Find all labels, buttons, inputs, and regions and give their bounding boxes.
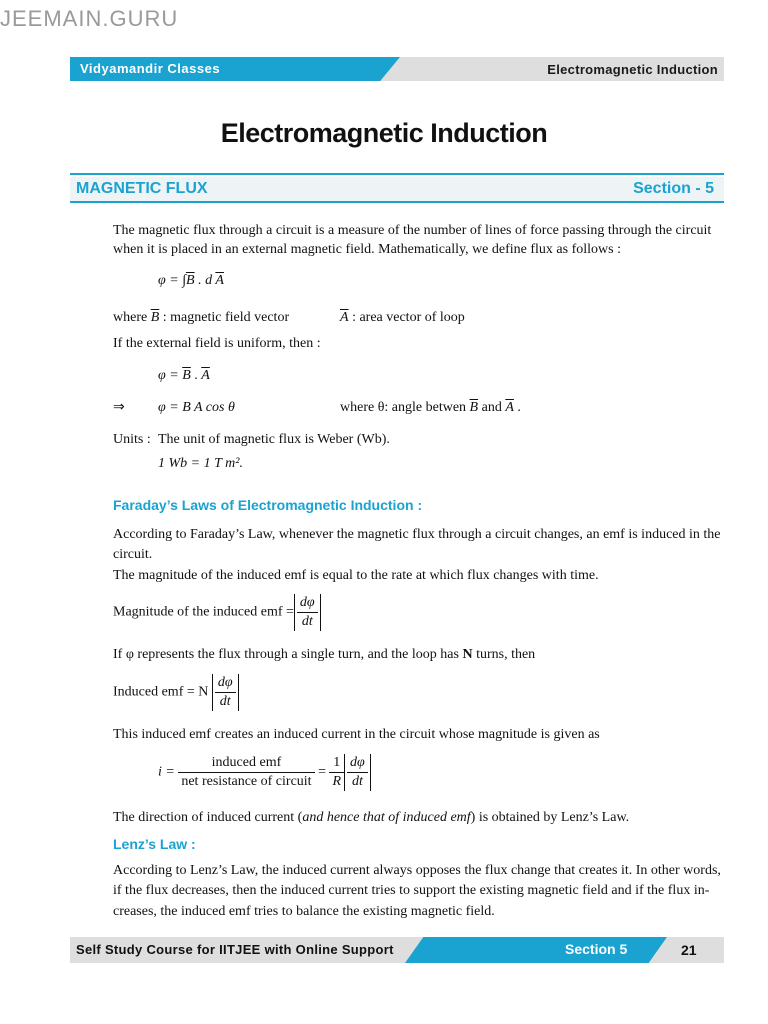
eq3-where: where θ: angle betwen [340,400,470,415]
header-publisher: Vidyamandir Classes [80,61,221,76]
where-a-desc: : area vector of loop [348,310,465,325]
magnitude-label: Magnitude of the induced emf = [113,604,294,620]
angle-definition [340,398,521,418]
header-chapter: Electromagnetic Induction [547,62,718,77]
units-label: Units : [113,432,151,447]
faraday-heading: Faraday’s Laws of Electromagnetic Induction : [113,497,423,513]
flux-cos-equation [158,398,235,418]
faraday-line-3: The magnitude of the induced emf is equal to the rate at which flux changes with time. [113,568,599,583]
magnitude-emf-equation [113,594,321,631]
eq3-b: $\overline{B}$ [469,400,479,415]
page-title: Electromagnetic Induction [220,118,548,148]
where-b-definition [113,308,289,328]
footer-course: Self Study Course for IITJEE with Online Support [76,942,394,957]
intro-line-1: The magnetic flux through a circuit is a measure of the number of lines of force passing through the circuit [113,223,712,238]
direction-post: ) is obtained by Lenz’s Law. [470,810,630,825]
eq2-mid: . [190,368,202,383]
dphi-dt-fraction-2 [215,674,236,711]
n-turns-text [113,645,535,665]
direction-italic: and hence that of induced emf [302,810,471,825]
frac3-den: dt [351,774,363,789]
induced-label: Induced emf = N [113,684,209,700]
section-rule-bottom [70,201,724,203]
eq1-mid: . d [194,273,216,288]
i-den: net resistance of circuit [181,774,312,789]
n-turns-post: turns, then [472,647,536,662]
frac-num: dφ [297,594,318,613]
eq2-a: $\overline{A}$ [201,368,210,383]
frac3-num: dφ [347,754,368,773]
abs-value-3 [344,754,371,791]
one: 1 [329,754,344,773]
abs-value-2 [212,674,239,711]
dphi-dt-fraction-3 [347,754,368,791]
eq1-a: $\overline{A}$ [215,273,224,288]
dphi-dt-fraction [297,594,318,631]
implies-arrow: ⇒ [113,400,125,415]
eq2-lhs: φ = [158,368,183,383]
n-turns-pre: If φ represents the flux through a single turn, and the loop has [113,647,463,662]
footer-section: Section 5 [565,941,628,957]
watermark: JEEMAIN.GURU [0,6,179,31]
frac2-den: dt [219,694,231,709]
units-text: The unit of magnetic flux is Weber (Wb). [158,432,390,447]
where-a: $\overline{A}$ [340,310,349,325]
eq3-a: $\overline{A}$ [505,400,514,415]
direction-text [113,808,629,828]
eq3-end: . [513,400,521,415]
current-equation [158,754,371,791]
section-rule-top [70,173,724,175]
faraday-line-2: circuit. [113,547,153,562]
current-fraction [178,754,314,791]
n-turns-bold: N [462,647,473,662]
section-number: Section - 5 [633,180,714,197]
i-num: induced emf [178,754,314,773]
flux-dot-product-equation [158,366,210,386]
equals-sign: = [318,764,326,780]
intro-line-2: when it is placed in an external magnetic field. Mathematically, we define flux as follows : [113,242,621,257]
where-b-desc: : magnetic field vector [159,310,290,325]
eq2-b: $\overline{B}$ [182,368,191,383]
where-b: $\overline{B}$ [150,310,160,325]
r: R [332,774,342,789]
units-eq-text: 1 Wb = 1 T m². [158,456,243,471]
lenz-line-2: if the flux decreases, then the induced current tries to support the existing magnetic field and if the flux in- [113,883,710,898]
abs-value [294,594,321,631]
i-lhs: i = [158,764,175,780]
eq1-b: $\overline{B}$ [186,273,195,288]
units-equation [158,454,243,474]
where-a-definition [340,308,465,328]
section-title: MAGNETIC FLUX [76,180,208,197]
footer-accent [405,937,667,963]
eq3-expr: φ = B A cos θ [158,400,235,415]
direction-pre: The direction of induced current ( [113,810,303,825]
lenz-line-1: According to Lenz’s Law, the induced current always opposes the flux change that creates it. In other words, [113,863,721,878]
frac2-num: dφ [215,674,236,693]
one-over-r [329,754,344,791]
eq3-and: and [478,400,506,415]
page-number: 21 [681,942,697,958]
uniform-field-text: If the external field is uniform, then : [113,336,321,351]
induced-current-text: This induced emf creates an induced current in the circuit whose magnitude is given as [113,727,600,742]
eq1-lhs: φ = ∫ [158,273,187,288]
faraday-line-1: According to Faraday’s Law, whenever the magnetic flux through a circuit changes, an emf is induced in the [113,527,721,542]
flux-integral-equation [158,271,224,291]
lenz-heading: Lenz’s Law : [113,836,196,852]
induced-emf-equation [113,674,239,711]
lenz-line-3: creases, the induced emf tries to balance the existing magnetic field. [113,904,495,919]
where-label: where [113,310,148,325]
frac-den: dt [301,614,313,629]
